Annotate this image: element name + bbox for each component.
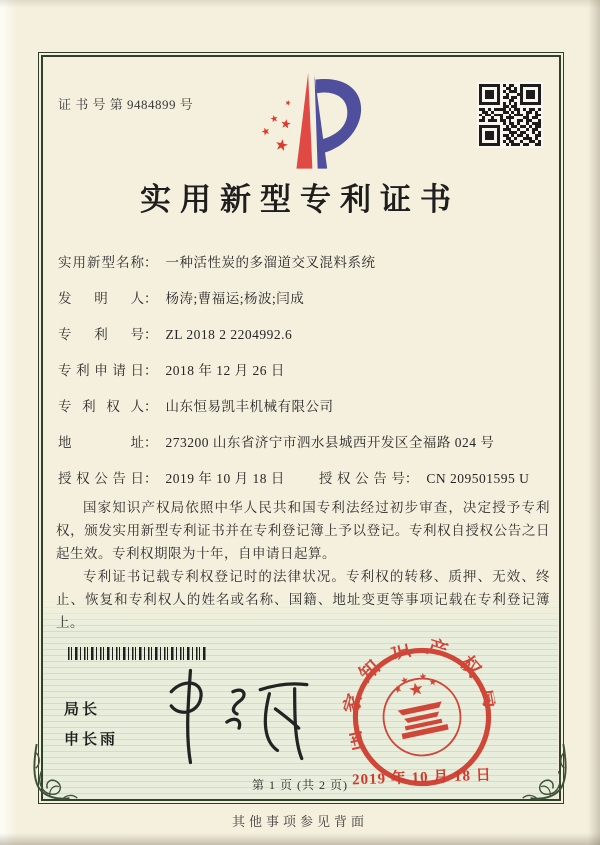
photo-shadow-top (0, 0, 600, 8)
seal-national-emblem (375, 666, 467, 762)
seal-date: 2019 年 10 月 18 日 (351, 767, 493, 789)
field-value: 山东恒易凯丰机械有限公司 (165, 399, 334, 414)
logo-red-wedge (296, 73, 312, 168)
page-number: 第 1 页 (共 2 页) (252, 778, 348, 792)
field-grant-date (58, 470, 285, 488)
footer-note: 其他事项参见背面 (231, 814, 368, 829)
field-utility-model-name (58, 254, 548, 272)
qr-code (477, 82, 543, 148)
field-grant-row (58, 470, 548, 488)
field-value: 2019 年 10 月 18 日 (165, 471, 285, 486)
field-label: 授权公告日 (58, 471, 144, 486)
cnipa-patent-logo (250, 70, 362, 176)
qr-modules (479, 84, 541, 146)
photo-shadow-right (588, 0, 600, 845)
field-colon: ： (144, 363, 158, 378)
photo-shadow-bottom (0, 833, 600, 845)
barcode (68, 647, 208, 660)
legal-text (56, 496, 550, 634)
field-colon: ： (404, 471, 419, 486)
field-inventor (58, 290, 548, 308)
commissioner-title: 局长 (64, 701, 101, 718)
field-grant-number (319, 470, 530, 488)
photo-paper-edge-left (0, 0, 18, 845)
field-label: 地址 (58, 435, 144, 450)
field-colon: ： (144, 255, 158, 270)
field-patent-number (58, 326, 548, 344)
field-address (58, 434, 548, 452)
field-colon: ： (144, 471, 158, 486)
certificate-title: 实用新型专利证书 (140, 182, 460, 217)
field-label: 授权公告号 (318, 471, 405, 486)
logo-blue-bowl (316, 79, 362, 154)
field-list (58, 254, 548, 506)
field-label: 发明人 (58, 291, 144, 306)
field-value: CN 209501595 U (426, 471, 530, 486)
field-colon: ： (144, 327, 158, 342)
certificate-number: 证 书 号 第 9484899 号 (58, 97, 194, 112)
field-patentee (58, 398, 548, 416)
field-colon: ： (144, 435, 158, 450)
field-label: 专利权人 (58, 399, 144, 414)
field-value: 2018 年 12 月 26 日 (165, 363, 285, 378)
legal-paragraph-1: 国家知识产权局依照中华人民共和国专利法经过初步审查，决定授予专利权，颁发实用新型专利证书并在专利登记簿上予以登记。专利权自授权公告之日起生效。专利权期限为十年，自申请日起算。 (56, 500, 550, 561)
commissioner-signature (152, 660, 324, 772)
seal-text: 国家知识产权局 (339, 635, 505, 753)
field-label: 实用新型名称 (58, 255, 144, 270)
field-colon: ： (144, 399, 158, 414)
logo-stars (261, 99, 292, 151)
field-value: 273200 山东省济宁市泗水县城西开发区全福路 024 号 (165, 435, 495, 450)
corner-flourish-left (27, 744, 85, 804)
field-value: 一种活性炭的多溜道交叉混料系统 (165, 255, 376, 270)
field-value: ZL 2018 2 2204992.6 (165, 327, 293, 342)
legal-paragraph-2: 专利证书记载专利权登记时的法律状况。专利权的转移、质押、无效、终止、恢复和专利权人的姓名或名称、国籍、地址变更等事项记载在专利登记簿上。 (56, 569, 550, 630)
field-label: 专利申请日 (58, 363, 144, 378)
corner-flourish-right (515, 744, 573, 804)
field-label: 专利号 (58, 327, 144, 342)
field-value: 杨涛;曹福运;杨波;闫成 (165, 291, 305, 306)
commissioner-name: 申长雨 (64, 731, 119, 748)
field-colon: ： (144, 291, 158, 306)
field-filing-date (58, 362, 548, 380)
